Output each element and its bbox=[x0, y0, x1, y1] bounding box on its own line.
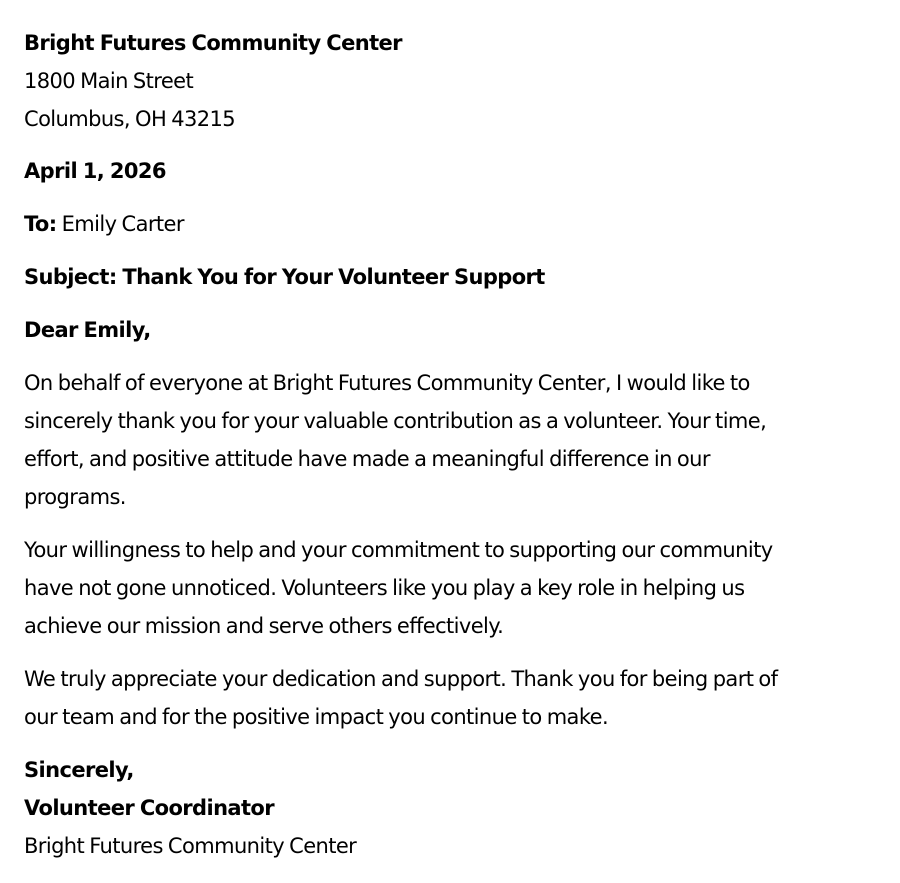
subject-line: Subject: Thank You for Your Volunteer Support bbox=[24, 265, 545, 289]
recipient-label: To: bbox=[24, 212, 57, 236]
recipient-name: Emily Carter bbox=[61, 212, 184, 236]
subject-block bbox=[24, 258, 884, 296]
paragraph-line: our team and for the positive impact you continue to make. bbox=[24, 705, 609, 729]
letter-date: April 1, 2026 bbox=[24, 159, 166, 183]
paragraph-line: Your willingness to help and your commitment to supporting our community bbox=[24, 538, 773, 562]
body-paragraph-3 bbox=[24, 660, 884, 736]
body-paragraph-2 bbox=[24, 531, 884, 645]
recipient-line bbox=[24, 205, 884, 243]
letter bbox=[24, 24, 884, 865]
paragraph-line: have not gone unnoticed. Volunteers like you play a key role in helping us bbox=[24, 576, 745, 600]
sender-name: Bright Futures Community Center bbox=[24, 31, 402, 55]
paragraph-line: We truly appreciate your dedication and support. Thank you for being part of bbox=[24, 667, 778, 691]
salutation: Dear Emily, bbox=[24, 318, 151, 342]
closing-block bbox=[24, 751, 884, 865]
paragraph-line: On behalf of everyone at Bright Futures Community Center, I would like to bbox=[24, 371, 750, 395]
sender-city-state-zip: Columbus, OH 43215 bbox=[24, 107, 236, 131]
sender-street: 1800 Main Street bbox=[24, 69, 194, 93]
paragraph-line: effort, and positive attitude have made a meaningful difference in our bbox=[24, 447, 710, 471]
valediction: Sincerely, bbox=[24, 758, 134, 782]
signer-organization: Bright Futures Community Center bbox=[24, 834, 357, 858]
sender-address-block bbox=[24, 24, 884, 138]
paragraph-line: sincerely thank you for your valuable contribution as a volunteer. Your time, bbox=[24, 409, 767, 433]
salutation-block bbox=[24, 311, 884, 349]
body-paragraph-1 bbox=[24, 364, 884, 516]
letter-date-block bbox=[24, 152, 884, 190]
paragraph-line: achieve our mission and serve others effectively. bbox=[24, 614, 504, 638]
paragraph-line: programs. bbox=[24, 485, 126, 509]
signer-title: Volunteer Coordinator bbox=[24, 796, 275, 820]
